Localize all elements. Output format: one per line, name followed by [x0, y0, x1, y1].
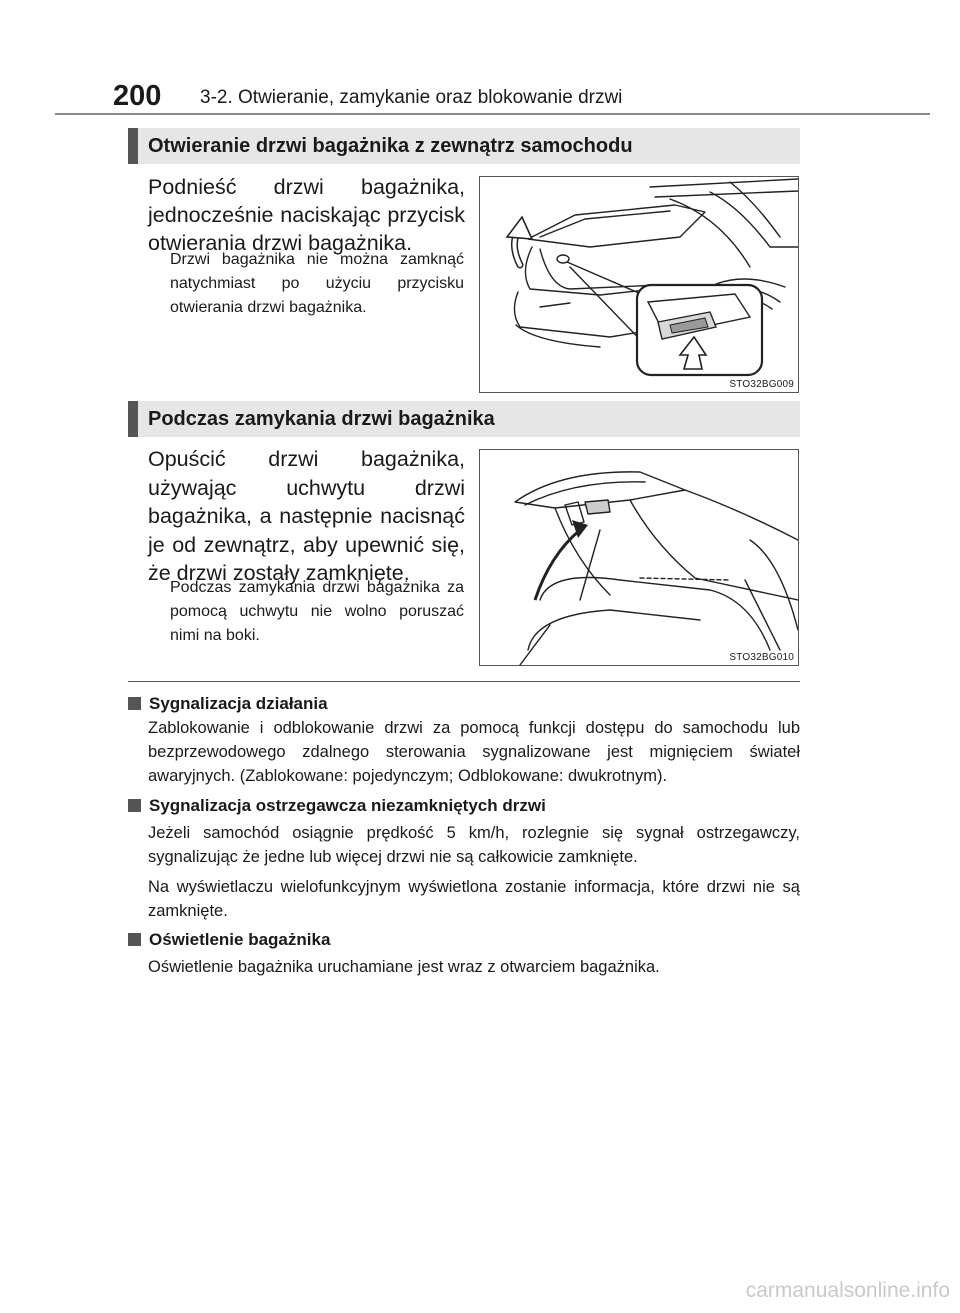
tailgate-opening-illustration	[480, 177, 798, 392]
closing-arrow-icon	[535, 520, 588, 600]
square-bullet-icon	[128, 697, 141, 710]
note-text-operation-signal: Zablokowanie i odblokowanie drzwi za pomocą funkcji dostępu do samochodu lub bezprzewodowego zdalnego sterowania sygnalizowane jest mignięciem świateł awaryjnych. (Zablokowane: pojedynczym; Odblokowane: dwukrotnym).	[148, 719, 800, 785]
note-heading-operation-signal: Sygnalizacja działania	[128, 693, 328, 715]
square-bullet-icon	[128, 799, 141, 812]
tailgate-closing-illustration	[480, 450, 798, 665]
section-divider	[128, 681, 800, 682]
note-text-door-warning-speed: Jeżeli samochód osiągnie prędkość 5 km/h, rozlegnie się sygnał ostrzegawczy, sygnalizując że jedne lub więcej drzwi nie są całkowicie zamknięte.	[148, 824, 800, 866]
note-text-trunk-light: Oświetlenie bagażnika uruchamiane jest wraz z otwarciem bagażnika.	[148, 958, 660, 976]
figure-tailgate-opening	[479, 176, 799, 393]
instruction-closing: Opuścić drzwi bagażnika, używając uchwytu drzwi bagażnika, a następnie nacisnąć je od zewnątrz, aby upewnić się, że drzwi zostały zamknięte.	[148, 447, 465, 585]
header-rule	[55, 113, 930, 115]
note-text-door-warning-display: Na wyświetlaczu wielofunkcyjnym wyświetlona zostanie informacja, które drzwi nie są zamknięte.	[148, 878, 800, 920]
note-opening: Drzwi bagażnika nie można zamknąć natychmiast po użyciu przycisku otwierania drzwi bagażnika.	[170, 251, 464, 316]
watermark: carmanualsonline.info	[745, 1279, 950, 1302]
note-heading-door-warning: Sygnalizacja ostrzegawcza niezamkniętych drzwi	[128, 795, 546, 817]
square-bullet-icon	[128, 933, 141, 946]
figure-tailgate-closing	[479, 449, 799, 666]
page-number: 200	[113, 80, 162, 112]
instruction-opening: Podnieść drzwi bagażnika, jednocześnie naciskając przycisk otwierania drzwi bagażnika.	[148, 175, 465, 255]
running-header: 3-2. Otwieranie, zamykanie oraz blokowanie drzwi	[200, 87, 623, 108]
note-closing: Podczas zamykania drzwi bagażnika za pomocą uchwytu nie wolno poruszać nimi na boki.	[170, 579, 464, 644]
note-heading-trunk-light: Oświetlenie bagażnika	[128, 929, 330, 951]
figure-code-opening: STO32BG009	[729, 379, 794, 390]
section-title-opening: Otwieranie drzwi bagażnika z zewnątrz samochodu	[128, 128, 800, 164]
figure-code-closing: STO32BG010	[729, 652, 794, 663]
section-title-closing: Podczas zamykania drzwi bagażnika	[128, 401, 800, 437]
